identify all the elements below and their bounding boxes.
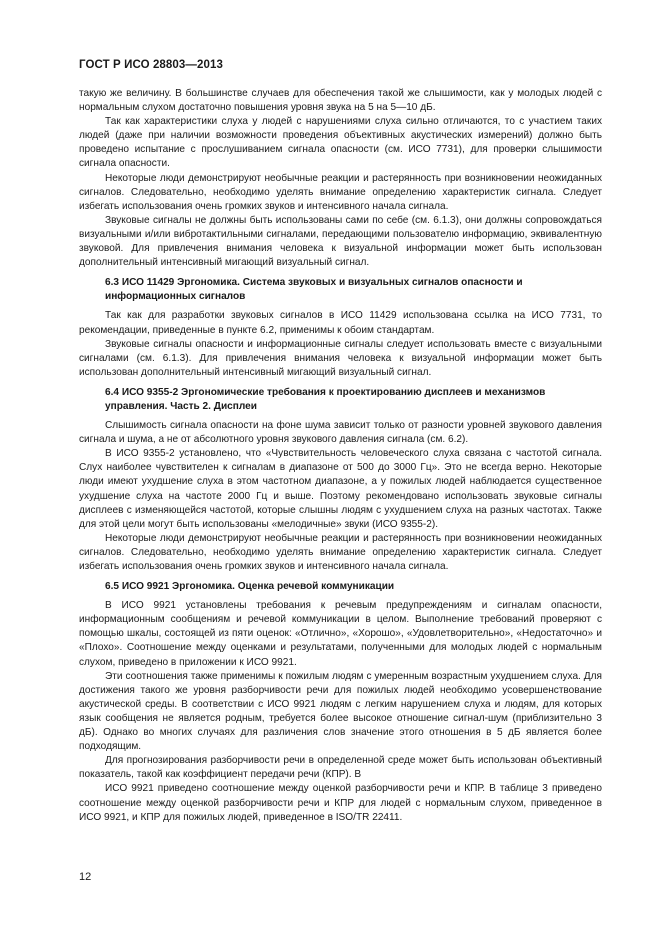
paragraph: Так как характеристики слуха у людей с нарушениями слуха сильно отличаются, то с участием таких людей (даже при наличии возможности проведения объективных акустических измерений) должно быть проведено испытание с прослушиванием сигнала опасности (см. ИСО 7731), для проверки слышимости сигнала опасности.	[79, 116, 602, 170]
section-heading-6-5: 6.5 ИСО 9921 Эргономика. Оценка речевой коммуникации	[105, 581, 395, 593]
paragraph: Звуковые сигналы опасности и информационные сигналы следует использовать вместе с визуальными сигналами (см. 6.1.3). Для привлечения внимания человека к визуальной информации может быть использован дополнительный интенсивный мигающий визуальный сигнал.	[79, 338, 602, 378]
document-body	[79, 87, 602, 825]
paragraph: Так как для разработки звуковых сигналов в ИСО 11429 использована ссылка на ИСО 7731, то рекомендации, приведенные в пункте 6.2, применимы к обоим стандартам.	[79, 310, 602, 336]
paragraph: Слышимость сигнала опасности на фоне шума зависит только от разности уровней звукового давления сигнала и шума, а не от абсолютного уровня звукового давления сигнала (см. 6.2).	[79, 420, 602, 446]
paragraph: Эти соотношения также применимы к пожилым людям с умеренным возрастным ухудшением слуха. Для достижения такого же уровня разборчивости речи для пожилых людей необходимо усовершенствование акустической среды. В соответствии с ИСО 9921 людям с легким нарушением слуха и людям, для которых язык сообщения не является родным, требуется более высокое отношение сигнал-шум (приблизительно 3 дБ). Однако во многих случаях для различения слов значение этого отношения в 5 дБ является более подходящим.	[79, 670, 602, 753]
paragraph: Звуковые сигналы не должны быть использованы сами по себе (см. 6.1.3), они должны сопровождаться визуальными и/или вибротактильными сигналами, передающими пользователю информацию, эквивалентную звуковой. Для привлечения внимания человека к визуальной информации может быть использован дополнительный интенсивный мигающий визуальный сигнал.	[79, 214, 602, 269]
paragraph: Для прогнозирования разборчивости речи в определенной среде может быть использован объективный показатель, такой как коэффициент передачи речи (КПР). В	[79, 755, 602, 781]
document-header: ГОСТ Р ИСО 28803—2013	[79, 59, 224, 71]
section-heading-6-3: 6.3 ИСО 11429 Эргономика. Система звуковых и визуальных сигналов опасности и информационных сигналов	[105, 277, 523, 303]
paragraph: В ИСО 9921 установлены требования к речевым предупреждениям и сигналам опасности, информационным сообщениям и речевой коммуникации в целом. Выполнение требований проверяют с помощью шкалы, состоящей из пяти оценок: «Отлично», «Хорошо», «Удовлетворительно», «Недостаточно» и «Плохо». Соотношение между оценками и результатами, полученными для молодых людей с нормальным слухом, приведено в приложении к ИСО 9921.	[79, 600, 602, 668]
paragraph: Некоторые люди демонстрируют необычные реакции и растерянность при возникновении неожиданных сигналов. Следовательно, необходимо уделять внимание определению характеристик сигнала. Следует избегать использования очень громких звуков и интенсивного начала сигнала.	[79, 172, 602, 212]
section-heading-6-4: 6.4 ИСО 9355-2 Эргономические требования к проектированию дисплеев и механизмов управления. Часть 2. Дисплеи	[105, 386, 546, 412]
paragraph: Некоторые люди демонстрируют необычные реакции и растерянность при возникновении неожиданных сигналов. Следовательно, необходимо уделять внимание определению характеристик сигнала. Следует избегать использования очень громких звуков и интенсивного начала сигнала.	[79, 532, 602, 572]
paragraph: ИСО 9921 приведено соотношение между оценкой разборчивости речи и КПР. В таблице 3 приведено соотношение между оценкой разборчивости речи и КПР для людей с нормальным слухом, приведенное в ИСО 9921, и КПР для пожилых людей, приведенное в ISO/TR 22411.	[79, 783, 602, 823]
paragraph: В ИСО 9355-2 установлено, что «Чувствительность человеческого слуха связана с частотой сигнала. Слух наиболее чувствителен к сигналам в диапазоне от 500 до 3000 Гц». Это не всегда верно. Некоторые люди имеют ухудшение слуха в этом частотном диапазоне, а у пожилых людей наблюдается существенное ухудшение слуха на частоте 2000 Гц и выше. Поэтому рекомендовано использовать звуковые сигналы дисплеев с изменяющейся частотой, которые слышны людям с ухудшением слуха на разных частотах. Также для этой цели могут быть использованы «мелодичные» звуки (ИСО 9355-2).	[79, 448, 602, 530]
page-number: 12	[79, 871, 92, 883]
paragraph: такую же величину. В большинстве случаев для обеспечения такой же слышимости, как у молодых людей с нормальным слухом достаточно повышения уровня звука на 5 на 5—10 дБ.	[79, 88, 602, 114]
